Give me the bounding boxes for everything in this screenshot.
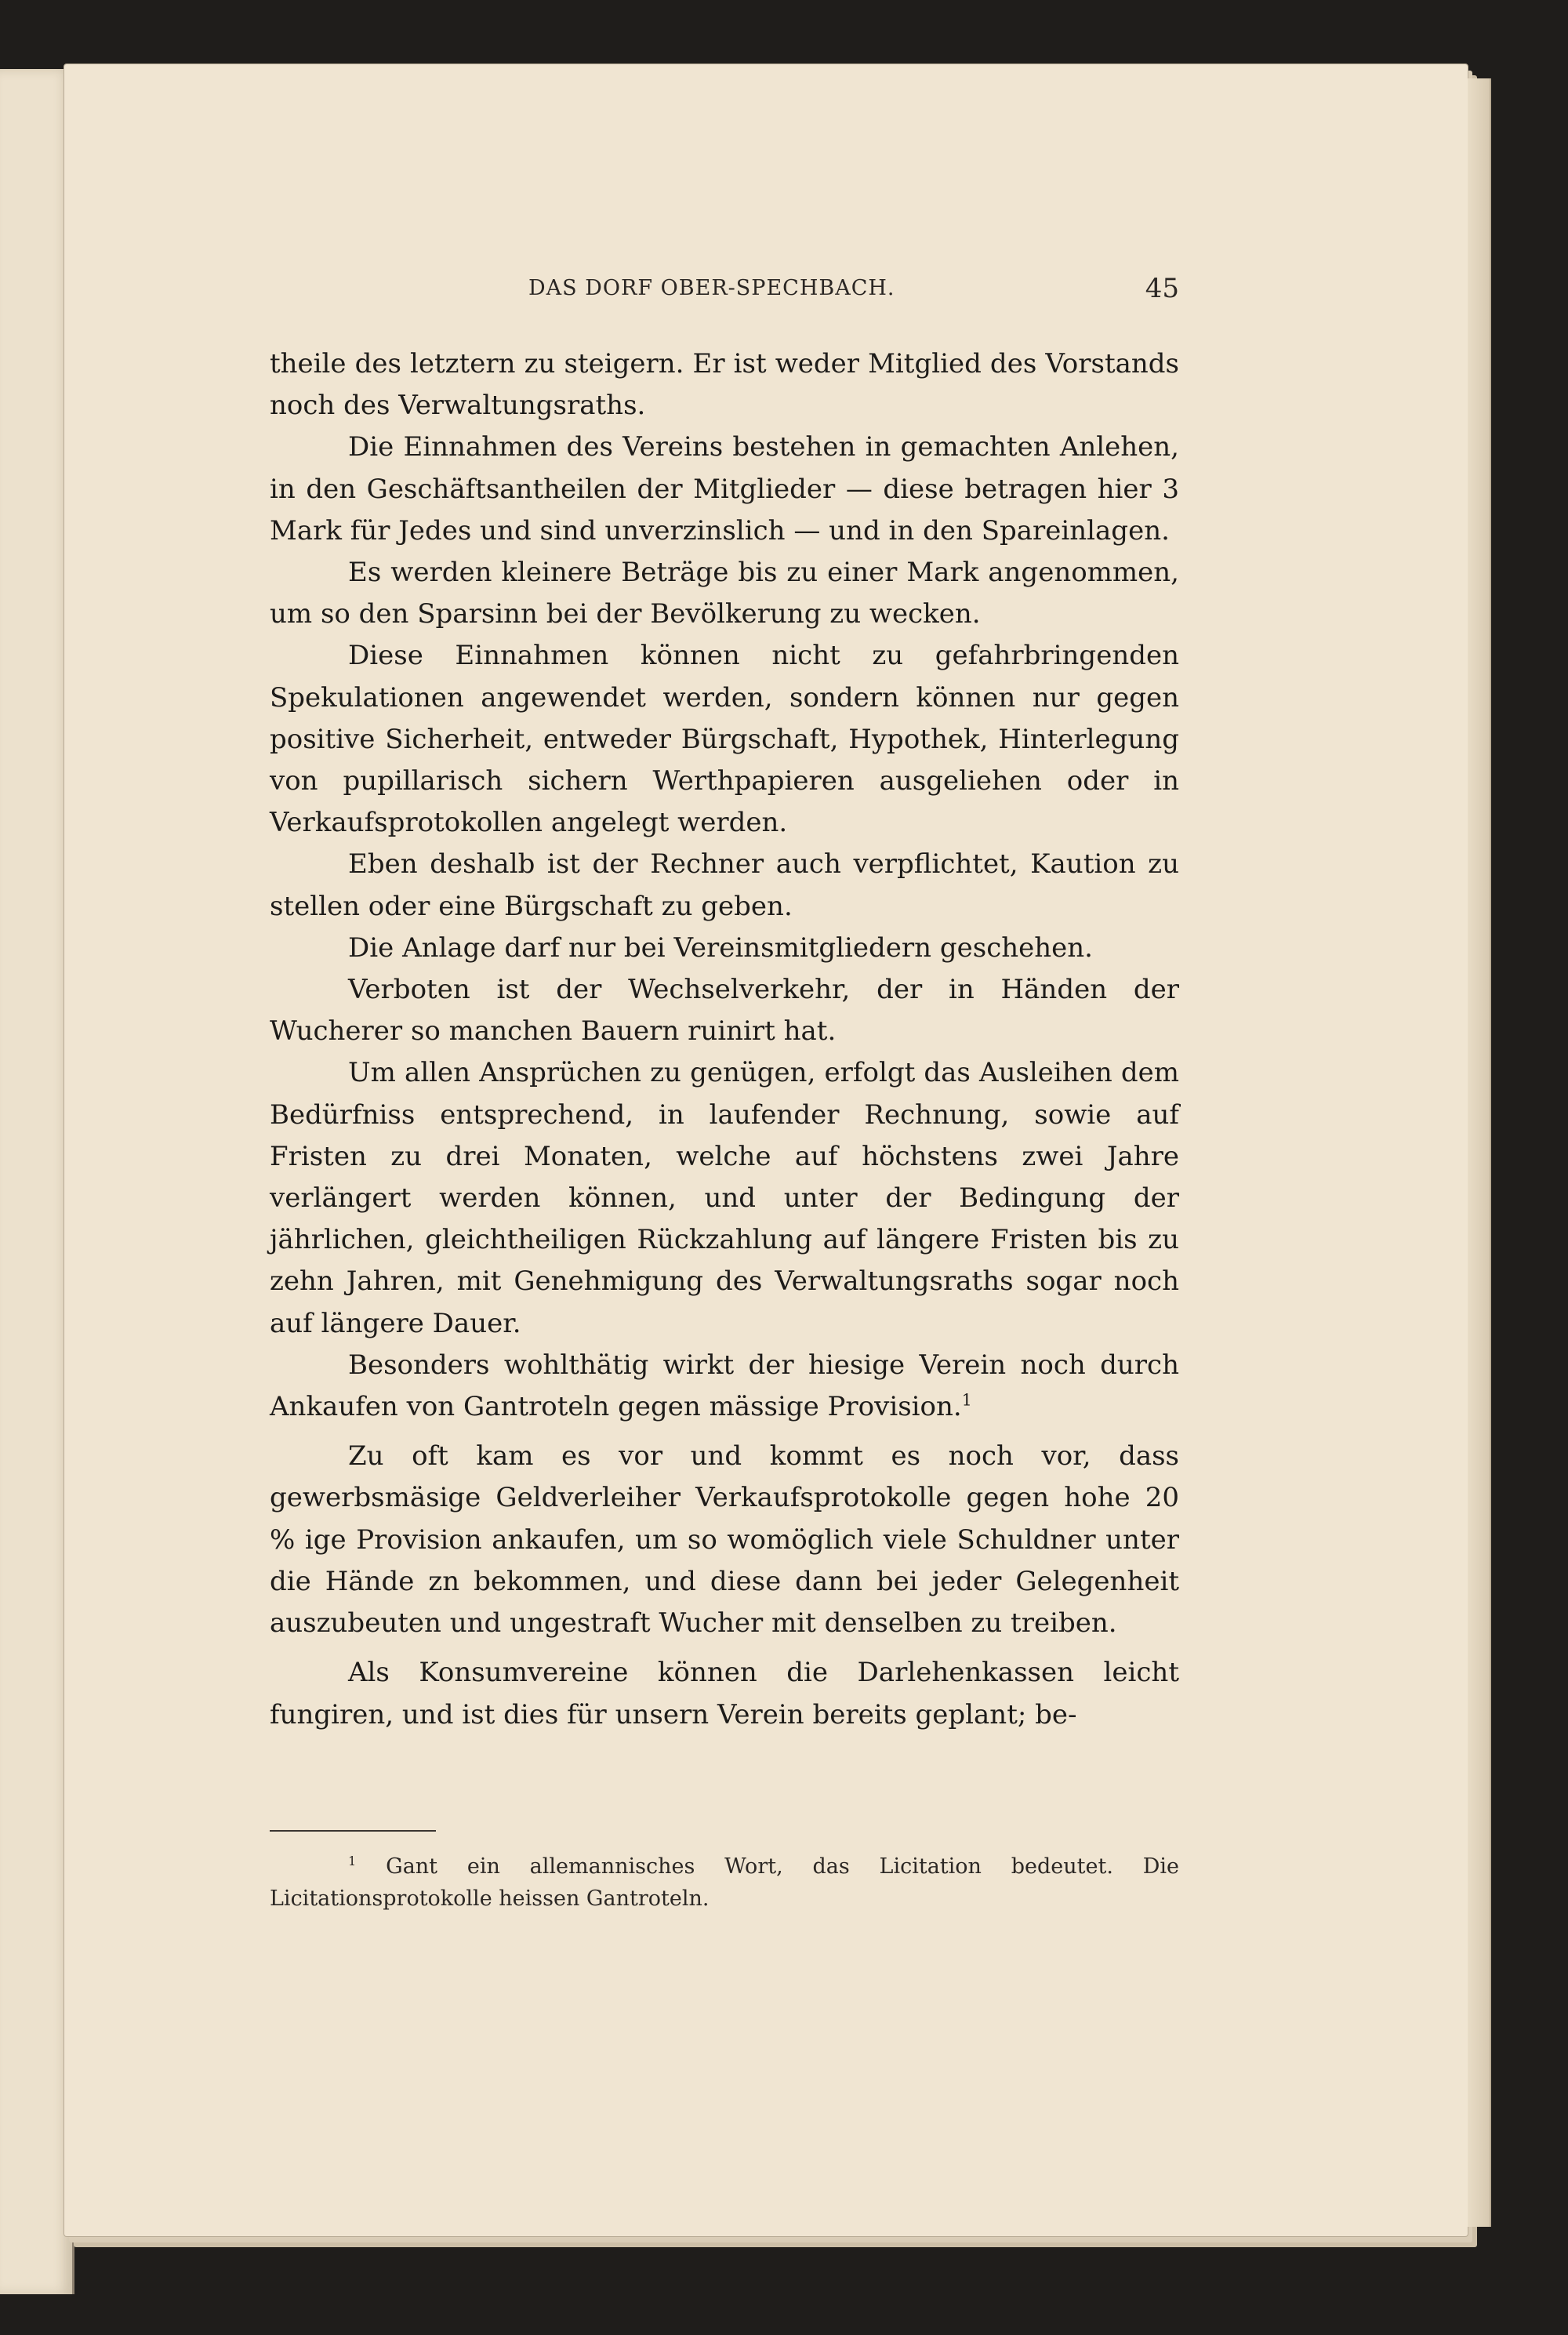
footnote-text (270, 1850, 1179, 1915)
paragraph-4: Diese Einnahmen können nicht zu gefahrbringenden Spekulationen angewendet werden, sondern können nur gegen positive Sicherheit, entweder Bürgschaft, Hypothek, Hinterlegung von pupillarisch sichern Werthpapieren ausgeliehen oder in Verkaufsprotokollen angelegt werden. (270, 640, 1179, 839)
paragraph-9-text: Besonders wohlthätig wirkt der hiesige Verein noch durch Ankaufen von Gantroteln gegen mässige Provision. (270, 1349, 1179, 1423)
paragraph-11: Als Konsumvereine können die Darlehenkassen leicht fungiren, und ist dies für unsern Verein bereits geplant; be- (270, 1657, 1179, 1730)
paragraph-2: Die Einnahmen des Vereins bestehen in gemachten Anlehen, in den Geschäftsantheilen der Mitglieder — diese betragen hier 3 Mark für Jedes und sind unverzinslich — und in den Spareinlagen. (270, 431, 1179, 547)
footnote (270, 1850, 1179, 1915)
left-page-edge (0, 69, 74, 2294)
paragraph-1: theile des letztern zu steigern. Er ist weder Mitglied des Vorstands noch des Verwaltungsraths. (270, 348, 1179, 422)
paragraph-5: Eben deshalb ist der Rechner auch verpflichtet, Kaution zu stellen oder eine Bürgschaft zu geben. (270, 848, 1179, 922)
page-stack-edge (1468, 78, 1491, 2227)
body-text (270, 343, 1179, 1736)
footnote-marker: 1 (348, 1854, 357, 1868)
page-number: 45 (1145, 273, 1179, 304)
footnote-body: Gant ein allemannisches Wort, das Licitation bedeutet. Die Licitationsprotokolle heissen Gantroteln. (270, 1854, 1179, 1911)
paragraph-7: Verboten ist der Wechselverkehr, der in Händen der Wucherer so manchen Bauern ruinirt hat. (270, 974, 1179, 1048)
footnote-reference: 1 (961, 1390, 972, 1410)
page-header (270, 273, 1179, 314)
paragraph-8: Um allen Ansprüchen zu genügen, erfolgt das Ausleihen dem Bedürfniss entsprechend, in laufender Rechnung, sowie auf Fristen zu drei Monaten, welche auf höchstens zwei Jahre verlängert werden können, und unter der Bedingung der jährlichen, gleichtheiligen Rückzahlung auf längere Fristen bis zu zehn Jahren, mit Genehmigung des Verwaltungsraths sogar noch auf längere Dauer. (270, 1057, 1179, 1339)
paragraph-6: Die Anlage darf nur bei Vereinsmitgliedern geschehen. (348, 931, 1093, 964)
paragraph-3: Es werden kleinere Beträge bis zu einer Mark angenommen, um so den Sparsinn bei der Bevölkerung zu wecken. (270, 557, 1179, 630)
paragraph-9 (270, 1345, 1179, 1428)
footnote-divider (270, 1830, 436, 1832)
paragraph-10: Zu oft kam es vor und kommt es noch vor, dass gewerbsmäsige Geldverleiher Verkaufsprotokolle gegen hohe 20 % ige Provision ankaufen, um so womöglich viele Schuldner unter die Hände zn bekommen, und diese dann bei jeder Gelegenheit auszubeuten und ungestraft Wucher mit denselben zu treiben. (270, 1440, 1179, 1640)
running-head: DAS DORF OBER-SPECHBACH. (528, 276, 895, 300)
